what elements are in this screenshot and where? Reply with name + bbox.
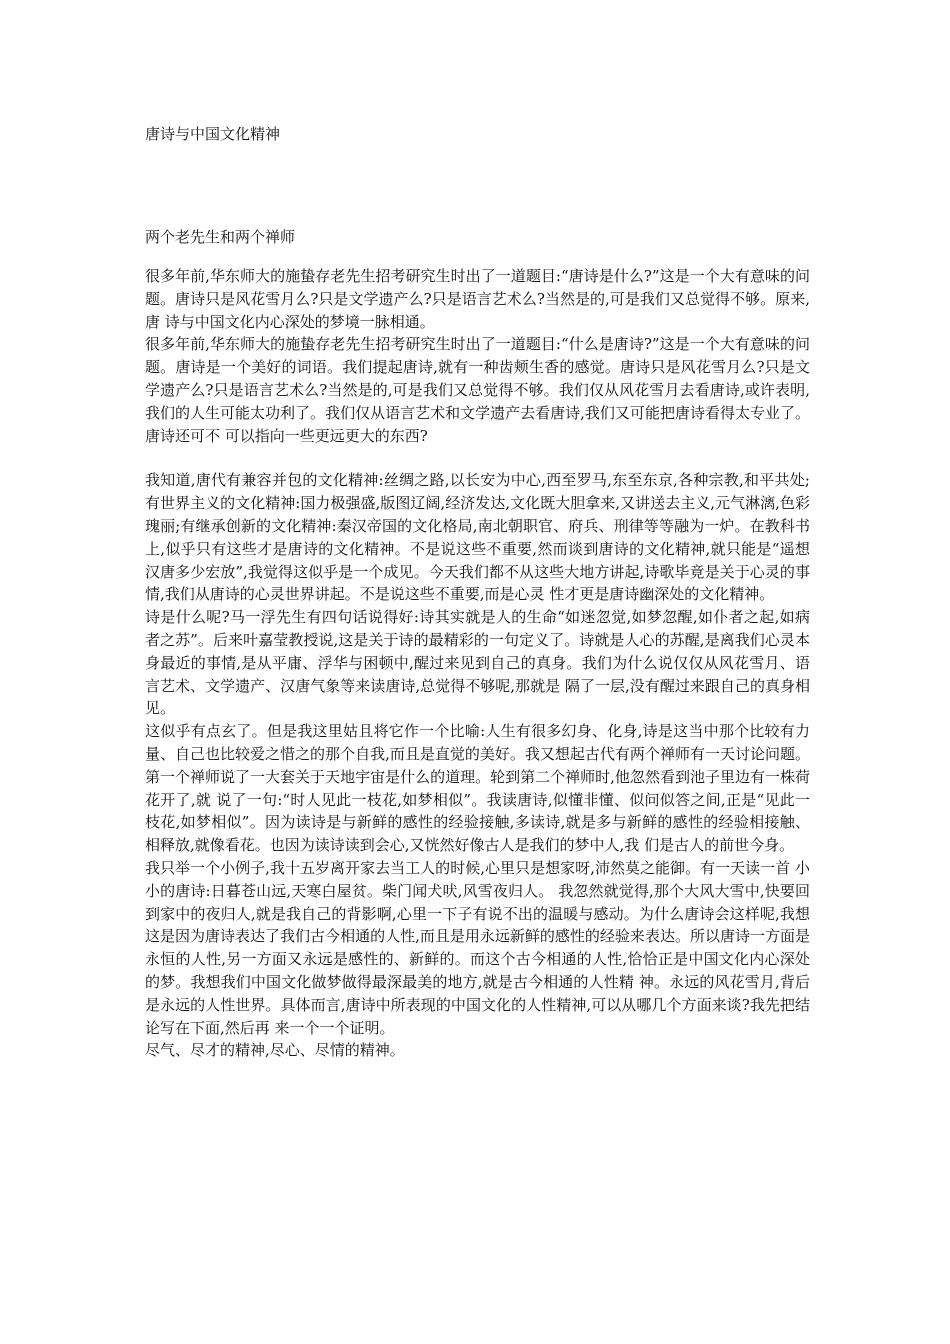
document-title: 唐诗与中国文化精神 <box>145 125 281 143</box>
paragraph-4: 诗是什么呢?马一浮先生有四句话说得好:诗其实就是人的生命“如迷忽觉,如梦忽醒,如仆者之起,如病者之苏”。后来叶嘉莹教授说,这是关于诗的最精彩的一句定义了。诗就是人心的苏醒,是离我们心灵本身最近的事情,是从平庸、浮华与困顿中,醒过来见到自己的真身。我们为什么说仅仅从风花雪月、语言艺术、文学遗产、汉唐气象等来读唐诗,总觉得不够呢,那就是 隔了一层,没有醒过来跟自己的真身相见。 <box>145 608 810 718</box>
paragraph-3: 我知道,唐代有兼容并包的文化精神:丝绸之路,以长安为中心,西至罗马,东至东京,各种宗教,和平共处;有世界主义的文化精神:国力极强盛,版图辽阔,经济发达,文化既大胆拿来,又讲送去主义,元气淋漓,色彩瑰丽;有继承创新的文化精神:秦汉帝国的文化格局,南北朝职官、府兵、刑律等等融为一炉。在教科书上,似乎只有这些才是唐诗的文化精神。不是说这些不重要,然而谈到唐诗的文化精神,就只能是“遥想汉唐多少宏放”,我觉得这似乎是一个成见。今天我们都不从这些大地方讲起,诗歌毕竟是关于心灵的事情,我们从唐诗的心灵世界讲起。不是说这些不重要,而是心灵 性才更是唐诗幽深处的文化精神。 <box>145 471 810 604</box>
document-body <box>145 265 810 1062</box>
paragraph-2: 很多年前,华东师大的施蛰存老先生招考研究生时出了一道题目:“什么是唐诗?”这是一个大有意味的问题。唐诗是一个美好的词语。我们提起唐诗,就有一种齿颊生香的感觉。唐诗只是风花雪月么?只是文学遗产么?只是语言艺术么?当然是的,可是我们又总觉得不够。我们仅从风花雪月去看唐诗,或许表明,我们的人生可能太功利了。我们仅从语言艺术和文学遗产去看唐诗,我们又可能把唐诗看得太专业了。唐诗还可不 可以指向一些更远更大的东西? <box>145 335 810 445</box>
paragraph-5: 这似乎有点玄了。但是我这里姑且将它作一个比喻:人生有很多幻身、化身,诗是这当中那个比较有力量、自己也比较爱之惜之的那个自我,而且是直觉的美好。我又想起古代有两个禅师有一天讨论问题。第一个禅师说了一大套关于天地宇宙是什么的道理。轮到第二个禅师时,他忽然看到池子里边有一株荷花开了,就 说了一句:“时人见此一枝花,如梦相似”。我读唐诗,似懂非懂、似问似答之间,正是“见此一枝花,如梦相似”。因为读诗是与新鲜的感性的经验接触,多读诗,就是多与新鲜的感性的经验相接触、相释放,就像看花。也因为读诗读到会心,又恍然好像古人是我们的梦中人,我 们是古人的前世今身。 <box>145 722 810 855</box>
paragraph-6: 我只举一个小例子,我十五岁离开家去当工人的时候,心里只是想家呀,沛然莫之能御。有一天读一首 小小的唐诗:日暮苍山远,天寒白屋贫。柴门闻犬吠,风雪夜归人。 我忽然就觉得,那个大风大雪中,快要回到家中的夜归人,就是我自己的背影啊,心里一下子有说不出的温暖与感动。为什么唐诗会这样呢,我想这是因为唐诗表达了我们古今相通的人性,而且是用永远新鲜的感性的经验来表达。所以唐诗一方面是永恒的人性,另一方面又永远是感性的、新鲜的。而这个古今相通的人性,恰恰正是中国文化内心深处的梦。我想我们中国文化做梦做得最深最美的地方,就是古今相通的人性精 神。永远的风花雪月,背后是永远的人性世界。具体而言,唐诗中所表现的中国文化的人性精神,可以从哪几个方面来谈?我先把结论写在下面,然后再 来一个一个证明。 <box>145 858 810 1037</box>
paragraph-7: 尽气、尽才的精神,尽心、尽情的精神。 <box>145 1041 405 1060</box>
section-heading: 两个老先生和两个禅师 <box>145 228 296 246</box>
paragraph-spacer <box>145 447 810 469</box>
paragraph-1: 很多年前,华东师大的施蛰存老先生招考研究生时出了一道题目:“唐诗是什么?”这是一个大有意味的问题。唐诗只是风花雪月么?只是文学遗产么?只是语言艺术么?当然是的,可是我们又总觉得不够。原来,唐 诗与中国文化内心深处的梦境一脉相通。 <box>145 267 810 331</box>
